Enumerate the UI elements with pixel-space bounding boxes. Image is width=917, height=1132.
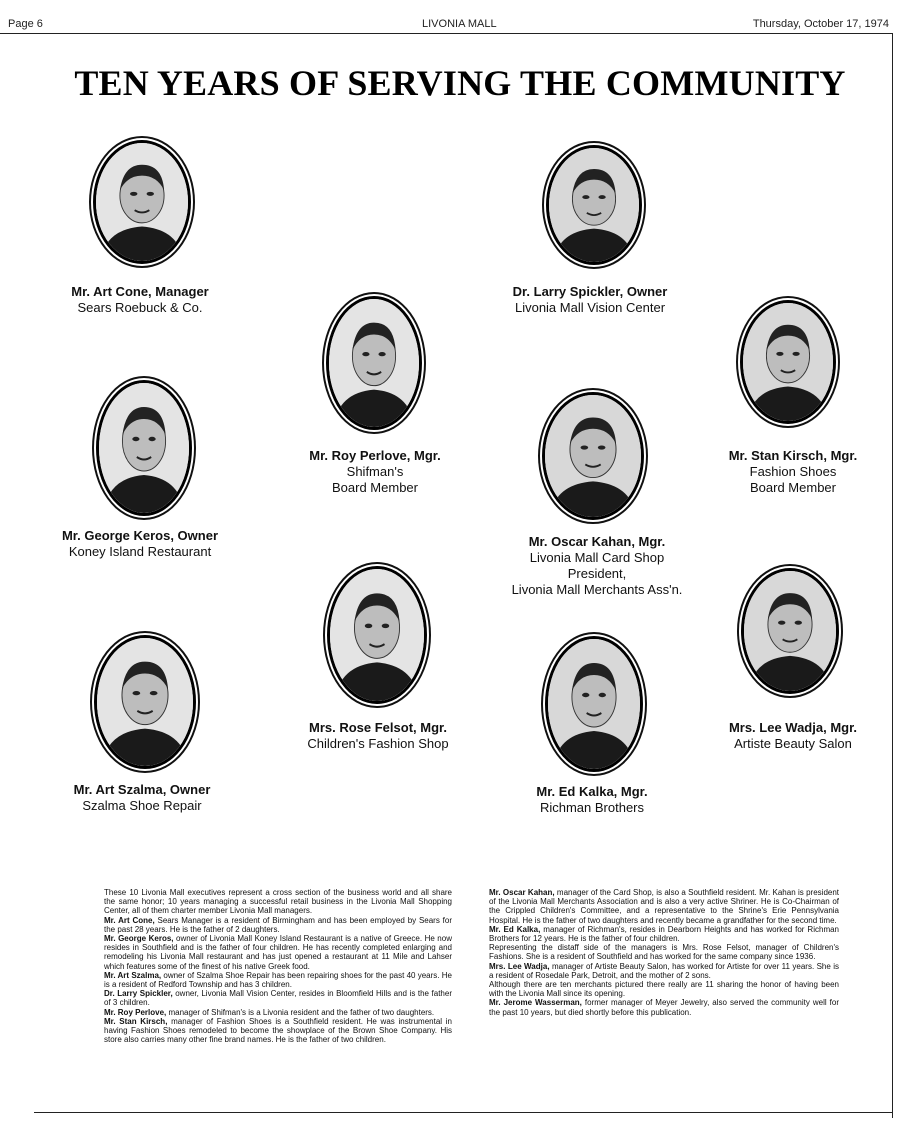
caption-line: Sears Roebuck & Co. [77, 300, 203, 315]
eye-shape [133, 691, 141, 695]
eye-shape [147, 192, 154, 196]
header-rule [0, 33, 893, 34]
caption-line: President, [567, 566, 627, 581]
eye-shape [599, 693, 606, 697]
eye-shape [793, 352, 800, 356]
article-paragraph: Mr. Stan Kirsch, manager of Fashion Shoes is a Southfield resident. He was instrumental in having Fashion Shoes remodeled to become the showplace of the Brown Shoe Company. His store also carries many other fine brand names. He is the father of two children. [104, 1016, 452, 1045]
caption-line: Szalma Shoe Repair [82, 798, 202, 813]
article-paragraph: These 10 Livonia Mall executives represent a cross section of the business world and all share the same honor; 10 years managing a successful retail business in the Livonia Mall Shopping Center, all of them charter member Livonia Mall managers. [104, 888, 452, 916]
caption-line: Livonia Mall Card Shop [529, 550, 665, 565]
article-paragraph: Mr. Art Cone, Sears Manager is a resident of Birmingham and has been employed by Sears for the past 28 years. He is the father of 2 daughters. [104, 915, 452, 934]
eye-shape [599, 195, 606, 199]
caption-oscar-kahan [477, 534, 717, 598]
eye-shape [379, 352, 386, 356]
article-paragraph: Mr. Jerome Wasserman, former manager of Meyer Jewelry, also served the community well for the past 10 years, but died shortly before this publication. [489, 998, 839, 1017]
caption-line: Richman Brothers [539, 800, 645, 815]
caption-roy-perlove [275, 448, 475, 496]
article-paragraph: Mr. Art Szalma, owner of Szalma Shoe Repair has been repairing shoes for the past 40 years. He is a resident of Redford Township and has 3 children. [104, 970, 452, 990]
portrait-photo [744, 571, 836, 691]
portrait-art-cone [93, 140, 191, 264]
eye-shape [149, 437, 156, 441]
caption-line: Livonia Mall Merchants Ass'n. [511, 582, 683, 597]
caption-line: Board Member [750, 480, 836, 495]
article-paragraph: Representing the distaff side of the managers is Mrs. Rose Felsot, manager of Children's Fashions. She is a resident of Southfield and has worked for the same company since 1936. [489, 943, 839, 962]
caption-name: Mr. Stan Kirsch, Mgr. [728, 448, 858, 463]
caption-george-keros [40, 528, 240, 560]
article-paragraph: Dr. Larry Spickler, owner, Livonia Mall Vision Center, resides in Bloomfield Hills and is the father of 3 children. [104, 989, 452, 1008]
portrait-oscar-kahan [542, 392, 644, 520]
portrait-art-szalma [94, 635, 196, 769]
caption-name: Mr. Art Cone, Manager [71, 284, 209, 299]
article-paragraph: Mr. Roy Perlove, manager of Shifman's is a Livonia resident and the father of two daughters. [104, 1007, 435, 1017]
caption-art-szalma [42, 782, 242, 814]
article-column-right [489, 888, 839, 1017]
paper-name: LIVONIA MALL [422, 18, 497, 30]
portrait-george-keros [96, 380, 192, 516]
caption-line: Children's Fashion Shop [307, 736, 449, 751]
portrait-stan-kirsch [740, 300, 836, 424]
caption-larry-spickler [470, 284, 710, 316]
caption-line: Shifman's [346, 464, 404, 479]
caption-art-cone [40, 284, 240, 316]
portrait-photo [99, 383, 189, 513]
caption-lee-wadja [693, 720, 893, 752]
article-paragraph: Mr. George Keros, owner of Livonia Mall Koney Island Restaurant is a native of Greece. He now resides in Southfield and is the father of four children. He has recently completed enlarging and remodeling his Livonia Mall restaurant and has just opened a restaurant at 11 Mile and Lahser which features some of the finest of his native Greek food. [104, 934, 452, 971]
eye-shape [776, 352, 783, 356]
eye-shape [150, 691, 158, 695]
portrait-photo [329, 299, 419, 427]
caption-line: Fashion Shoes [749, 464, 837, 479]
caption-line: Livonia Mall Vision Center [514, 300, 666, 315]
caption-rose-felsot [278, 720, 478, 752]
portrait-lee-wadja [741, 568, 839, 694]
headline: TEN YEARS OF SERVING THE COMMUNITY [74, 63, 846, 103]
article-paragraph: Although there are ten merchants pictured there really are 11 sharing the honor of having been with the Livonia Mall since its opening. [489, 980, 839, 999]
caption-name: Mr. Roy Perlove, Mgr. [309, 448, 441, 463]
portrait-ed-kalka [545, 636, 643, 772]
portrait-photo [548, 639, 640, 769]
eye-shape [582, 693, 589, 697]
eye-shape [778, 621, 785, 625]
eye-shape [382, 624, 390, 628]
page-number: Page 6 [8, 18, 43, 30]
portrait-roy-perlove [326, 296, 422, 430]
article-paragraph: Mrs. Lee Wadja, manager of Artiste Beauty Salon, has worked for Artiste for over 11 years. She is a resident of Rosedale Park, Detroit, and the mother of 2 sons. [489, 961, 839, 980]
eye-shape [795, 621, 802, 625]
caption-line: Board Member [332, 480, 418, 495]
caption-line: Artiste Beauty Salon [734, 736, 852, 751]
portrait-photo [330, 569, 424, 701]
portrait-rose-felsot [327, 566, 427, 704]
caption-name: Mrs. Lee Wadja, Mgr. [728, 720, 858, 735]
caption-line: Koney Island Restaurant [68, 544, 212, 559]
issue-date: Thursday, October 17, 1974 [752, 18, 889, 30]
eye-shape [582, 195, 589, 199]
portrait-photo [743, 303, 833, 421]
eye-shape [362, 352, 369, 356]
eye-shape [598, 445, 606, 449]
article-column-left [104, 888, 452, 1044]
caption-stan-kirsch [693, 448, 893, 496]
caption-name: Mr. Ed Kalka, Mgr. [536, 784, 648, 799]
eye-shape [130, 192, 137, 196]
eye-shape [132, 437, 139, 441]
portrait-photo [549, 148, 639, 262]
caption-name: Mr. Oscar Kahan, Mgr. [528, 534, 666, 549]
portrait-photo [97, 638, 193, 766]
eye-shape [365, 624, 373, 628]
portrait-photo [545, 395, 641, 517]
portrait-photo [96, 143, 188, 261]
caption-name: Mrs. Rose Felsot, Mgr. [309, 720, 447, 735]
footer-rule [34, 1112, 892, 1113]
caption-ed-kalka [492, 784, 692, 816]
portrait-larry-spickler [546, 145, 642, 265]
caption-name: Mr. Art Szalma, Owner [73, 782, 211, 797]
article-paragraph: Mr. Ed Kalka, manager of Richman's, resides in Dearborn Heights and has worked for Richman Brothers for 12 years. He is the father of four children. [489, 924, 840, 944]
right-border-rule [892, 33, 893, 1118]
eye-shape [581, 445, 589, 449]
article-paragraph: Mr. Oscar Kahan, manager of the Card Shop, is also a Southfield resident. Mr. Kahan is president of the Livonia Mall Merchants Association and is also a very active Shriner. He is Co-Chairman of the Crippled Children's Committee, and a representative to the Shrine's Erie Pennsylvania Hospital. He is the father of two daughters and recently became a grandfather for the second time. [489, 888, 840, 925]
caption-name: Mr. George Keros, Owner [61, 528, 219, 543]
caption-name: Dr. Larry Spickler, Owner [512, 284, 668, 299]
